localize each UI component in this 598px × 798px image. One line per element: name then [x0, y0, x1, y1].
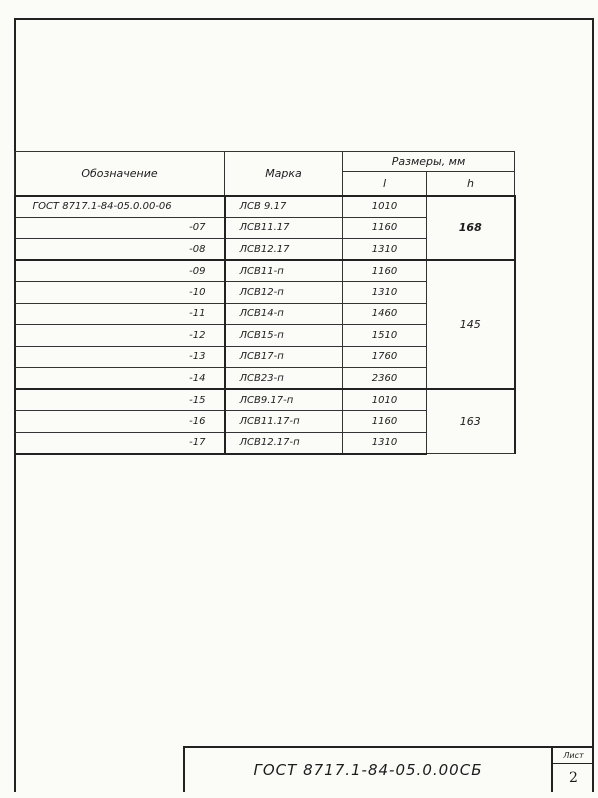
row-length: 1510: [343, 325, 427, 347]
header-mark: Марка: [225, 152, 343, 196]
group-height: 163: [427, 389, 515, 454]
row-designation: -09: [15, 260, 225, 282]
row-mark: ЛСВ23-п: [225, 368, 343, 390]
row-length: 2360: [343, 368, 427, 390]
row-mark: ЛСВ14-п: [225, 303, 343, 325]
row-length: 1310: [343, 432, 427, 454]
table-row: [15, 389, 515, 411]
row-mark: ЛСВ12.17-п: [225, 432, 343, 454]
row-designation: -15: [15, 389, 225, 411]
row-designation: -12: [15, 325, 225, 347]
header-length: l: [343, 172, 427, 196]
row-length: 1160: [343, 260, 427, 282]
row-mark: ЛСВ11.17: [225, 217, 343, 239]
row-mark: ЛСВ12-п: [225, 282, 343, 304]
header-height: h: [427, 172, 515, 196]
row-mark: ЛСВ11.17-п: [225, 411, 343, 433]
group-height: 168: [427, 196, 515, 261]
row-designation: -14: [15, 368, 225, 390]
header-designation: Обозначение: [15, 152, 225, 196]
row-length: 1460: [343, 303, 427, 325]
row-length: 1160: [343, 411, 427, 433]
dimensions-table: [14, 151, 516, 455]
row-length: 1160: [343, 217, 427, 239]
row-mark: ЛСВ12.17: [225, 239, 343, 261]
row-designation: ГОСТ 8717.1-84-05.0.00-06: [15, 196, 225, 218]
row-designation: -16: [15, 411, 225, 433]
row-length: 1310: [343, 239, 427, 261]
row-mark: ЛСВ11-п: [225, 260, 343, 282]
document-code: ГОСТ 8717.1-84-05.0.00СБ: [185, 748, 553, 792]
row-length: 1760: [343, 346, 427, 368]
table-row: [15, 260, 515, 282]
table-row: [15, 196, 515, 218]
group-height: 145: [427, 260, 515, 389]
sheet-number: 2: [569, 770, 578, 786]
row-designation: -17: [15, 432, 225, 454]
row-mark: ЛСВ9.17-п: [225, 389, 343, 411]
title-block: [183, 746, 594, 792]
row-length: 1010: [343, 389, 427, 411]
row-mark: ЛСВ15-п: [225, 325, 343, 347]
row-designation: -08: [15, 239, 225, 261]
row-designation: -13: [15, 346, 225, 368]
row-length: 1310: [343, 282, 427, 304]
row-mark: ЛСВ 9.17: [225, 196, 343, 218]
row-designation: -07: [15, 217, 225, 239]
row-designation: -10: [15, 282, 225, 304]
row-length: 1010: [343, 196, 427, 218]
header-dimensions: Размеры, мм: [343, 152, 515, 172]
sheet-label: Лист: [553, 748, 594, 764]
row-mark: ЛСВ17-п: [225, 346, 343, 368]
row-designation: -11: [15, 303, 225, 325]
